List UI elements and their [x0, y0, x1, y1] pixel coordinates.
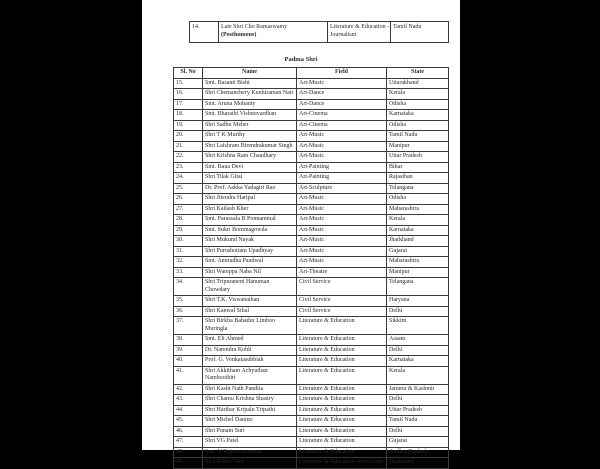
cell-name: Shri Sadhu Meher	[203, 120, 297, 131]
table-row	[174, 296, 449, 307]
cell-name: Shri Chamu Krishna Shastry	[203, 395, 297, 406]
cell-name: Shri Kanwal Sibal	[203, 306, 297, 317]
table-row	[174, 162, 449, 173]
table-row	[174, 317, 449, 335]
cell-name: Shri Tilak Gitai	[203, 173, 297, 184]
document-page	[142, 0, 460, 465]
cell-sl-no: 14.	[190, 22, 219, 43]
cell-state: Sikkim	[387, 317, 449, 335]
cell-name: Shri Tripuraneni Hanuman Chowdary	[203, 278, 297, 296]
table-header-row	[174, 68, 449, 79]
cell-name: Shri T K Murthy	[203, 131, 297, 142]
cell-sl-no: 21.	[174, 141, 203, 152]
cell-state: Maharashtra	[387, 204, 449, 215]
cell-state: Manipur	[387, 141, 449, 152]
cell-sl-no: 16.	[174, 89, 203, 100]
cell-sl-no: 41.	[174, 366, 203, 384]
cell-name: Smt. Anuradha Paudwal	[203, 257, 297, 268]
cell-name: Smt. Eli Ahmed	[203, 335, 297, 346]
cell-sl-no: 33.	[174, 267, 203, 278]
cell-sl-no: 27.	[174, 204, 203, 215]
cell-field: Art-Dance	[297, 89, 387, 100]
cell-sl-no: 42.	[174, 384, 203, 395]
cell-field: Art-Theatre	[297, 267, 387, 278]
cell-state: Jharkhand	[387, 236, 449, 247]
cell-state: Haryana	[387, 296, 449, 307]
cell-name: Smt. Aruna Mohanty	[203, 99, 297, 110]
cell-state: Delhi	[387, 345, 449, 356]
field-line2: Journalism	[330, 31, 357, 38]
cell-state: Uttar Pradesh	[387, 405, 449, 416]
cell-state: Manipur	[387, 267, 449, 278]
cell-field: Literature & Education	[297, 426, 387, 437]
cell-state: Karnataka	[387, 225, 449, 236]
cell-state: Jammu & Kashmir	[387, 384, 449, 395]
cell-state: Gujarat	[387, 246, 449, 257]
cell-field: Art-Dance	[297, 99, 387, 110]
cell-state: Kerala	[387, 89, 449, 100]
cell-state: Karnataka	[387, 110, 449, 121]
cell-sl-no: 17.	[174, 99, 203, 110]
cell-state: Kerala	[387, 366, 449, 384]
table-row	[174, 335, 449, 346]
cell-name: Shri Kailash Kher	[203, 204, 297, 215]
cell-name: Shri Kashi Nath Pandita	[203, 384, 297, 395]
cell-sl-no: 23.	[174, 162, 203, 173]
table-row	[174, 384, 449, 395]
cell-field: Literature & Education	[297, 356, 387, 367]
cell-state: Telangana	[387, 278, 449, 296]
table-row	[174, 246, 449, 257]
cell-name: Dr. Prof. Aekka Yadagiri Rao	[203, 183, 297, 194]
cell-name: Shri Krishna Ram Chaudhary	[203, 152, 297, 163]
cell-state: Odisha	[387, 99, 449, 110]
cell-sl-no: 46.	[174, 426, 203, 437]
cell-sl-no: 22.	[174, 152, 203, 163]
cell-name: Shri Laishram Birendrakumar Singh	[203, 141, 297, 152]
cell-field: Art-Music	[297, 152, 387, 163]
cell-state: Andhra Pradesh	[387, 447, 449, 458]
cell-name: Shri Purushottam Upadhyay	[203, 246, 297, 257]
cell-sl-no: 32.	[174, 257, 203, 268]
cell-field: Art-Music	[297, 236, 387, 247]
cell-field: Art-Painting	[297, 162, 387, 173]
cell-state: Jharkhand	[387, 458, 449, 469]
table-row	[174, 225, 449, 236]
cell-sl-no: 48.	[174, 447, 203, 458]
table-row	[174, 395, 449, 406]
cell-state: Maharashtra	[387, 257, 449, 268]
cell-name: Shri Punam Suri	[203, 426, 297, 437]
cell-name: Shri Balbir Dutt	[203, 458, 297, 469]
cell-sl-no: 20.	[174, 131, 203, 142]
cell-sl-no: 39.	[174, 345, 203, 356]
cell-state: Rajasthan	[387, 173, 449, 184]
cell-field: Art-Music	[297, 257, 387, 268]
table-row	[174, 173, 449, 184]
cell-state: Karnataka	[387, 356, 449, 367]
col-header-sl-no: Sl. No	[174, 68, 203, 79]
table-row	[174, 426, 449, 437]
cell-field: Art-Painting	[297, 173, 387, 184]
cell-name: Prof. G. Venkatasubbiah	[203, 356, 297, 367]
cell-state: Assam	[387, 335, 449, 346]
cell-field: Art-Cinema	[297, 120, 387, 131]
cell-sl-no: 24.	[174, 173, 203, 184]
cell-state: Bihar	[387, 162, 449, 173]
cell-field: Art-Cinema	[297, 110, 387, 121]
cell-field: Art-Music	[297, 225, 387, 236]
table-row	[174, 257, 449, 268]
table-row	[174, 267, 449, 278]
name-line2: (Posthumous)	[221, 31, 257, 38]
cell-state: Uttarakhand	[387, 78, 449, 89]
cell-sl-no: 47.	[174, 437, 203, 448]
cell-sl-no: 31.	[174, 246, 203, 257]
cell-name: Shri VG Patel	[203, 437, 297, 448]
cell-state: Gujarat	[387, 437, 449, 448]
cell-name: Smt. Baua Devi	[203, 162, 297, 173]
table-row	[174, 183, 449, 194]
table-row	[174, 345, 449, 356]
cell-state: Tamil Nadu	[387, 416, 449, 427]
cell-field: Civil Service	[297, 278, 387, 296]
table-row	[174, 437, 449, 448]
cell-name: Shri Harihar Kripalu Tripathi	[203, 405, 297, 416]
table-row	[174, 215, 449, 226]
cell-field: Literature & Education	[297, 447, 387, 458]
cell-state: Odisha	[387, 120, 449, 131]
table-row	[174, 278, 449, 296]
cell-state: Delhi	[387, 395, 449, 406]
cell-field: Art-Music	[297, 246, 387, 257]
cell-sl-no: 15.	[174, 78, 203, 89]
cell-field: Art-Music	[297, 141, 387, 152]
cell-field: Literature & Education	[297, 416, 387, 427]
table-row	[174, 405, 449, 416]
cell-field: Art-Music	[297, 215, 387, 226]
cell-field: Literature & Education-Journalism	[297, 458, 387, 469]
cell-name: Shri Jitendra Haripal	[203, 194, 297, 205]
cell-sl-no: 49.	[174, 458, 203, 469]
cell-field: Art-Music	[297, 78, 387, 89]
table-row	[174, 99, 449, 110]
table-row	[174, 416, 449, 427]
cell-field: Civil Service	[297, 306, 387, 317]
cell-name: Smt. Basanti Bisht	[203, 78, 297, 89]
cell-sl-no: 30.	[174, 236, 203, 247]
cell-field: Art-Music	[297, 131, 387, 142]
cell-field: Literature & Education	[297, 345, 387, 356]
cell-field: Literature & Education	[297, 366, 387, 384]
cell-name: Shri Mukund Nayak	[203, 236, 297, 247]
cell-sl-no: 18.	[174, 110, 203, 121]
cell-name: Dr. Narendra Kohli	[203, 345, 297, 356]
cell-field: Civil Service	[297, 296, 387, 307]
table-row	[190, 22, 449, 43]
table-row	[174, 131, 449, 142]
cell-name: Smt. Bharathi Vishnuvardhan	[203, 110, 297, 121]
table-row	[174, 366, 449, 384]
table-row	[174, 458, 449, 469]
cell-field	[328, 22, 391, 43]
table-row	[174, 447, 449, 458]
cell-name: Shri T.K. Viswanathan	[203, 296, 297, 307]
cell-state: Kerala	[387, 215, 449, 226]
table-row	[174, 110, 449, 121]
cell-sl-no: 45.	[174, 416, 203, 427]
cell-name: Smt. V Koteswaramma	[203, 447, 297, 458]
cell-field: Literature & Education	[297, 384, 387, 395]
cell-sl-no: 43.	[174, 395, 203, 406]
cell-sl-no: 37.	[174, 317, 203, 335]
col-header-field: Field	[297, 68, 387, 79]
cell-state: Telangana	[387, 183, 449, 194]
table-row	[174, 204, 449, 215]
cell-field: Art-Music	[297, 204, 387, 215]
padma-shri-table	[173, 67, 449, 469]
cell-sl-no: 36.	[174, 306, 203, 317]
field-line1: Literature & Education -	[330, 24, 390, 30]
cell-field: Literature & Education	[297, 335, 387, 346]
name-line1: Late Shri Cho Ramaswamy	[221, 24, 288, 30]
table-row	[174, 152, 449, 163]
cell-name	[219, 22, 328, 43]
cell-sl-no: 29.	[174, 225, 203, 236]
cell-name: Smt. Parassala B Ponnammal	[203, 215, 297, 226]
cell-field: Literature & Education	[297, 317, 387, 335]
table-row	[174, 141, 449, 152]
cell-sl-no: 25.	[174, 183, 203, 194]
col-header-state: State	[387, 68, 449, 79]
cell-sl-no: 28.	[174, 215, 203, 226]
table-row	[174, 78, 449, 89]
cell-field: Literature & Education	[297, 395, 387, 406]
cell-state: Uttar Pradesh	[387, 152, 449, 163]
cell-field: Art-Music	[297, 194, 387, 205]
cell-state: Odisha	[387, 194, 449, 205]
cell-field: Literature & Education	[297, 437, 387, 448]
cell-state: Delhi	[387, 306, 449, 317]
cell-sl-no: 38.	[174, 335, 203, 346]
cell-field: Literature & Education	[297, 405, 387, 416]
padma-shri-table-body	[174, 78, 449, 468]
table-row	[174, 306, 449, 317]
cell-sl-no: 40.	[174, 356, 203, 367]
cell-state: Delhi	[387, 426, 449, 437]
cell-sl-no: 44.	[174, 405, 203, 416]
table-row	[174, 236, 449, 247]
table-row	[174, 194, 449, 205]
cell-sl-no: 19.	[174, 120, 203, 131]
cell-field: Art-Sculpture	[297, 183, 387, 194]
cell-sl-no: 35.	[174, 296, 203, 307]
cell-name: Shri Wareppa Naba Nil	[203, 267, 297, 278]
cell-name: Shri Michel Danino	[203, 416, 297, 427]
cell-state: Tamil Nadu	[391, 22, 449, 43]
table-row	[174, 120, 449, 131]
col-header-name: Name	[203, 68, 297, 79]
cell-sl-no: 34.	[174, 278, 203, 296]
cell-state: Tamil Nadu	[387, 131, 449, 142]
table-row	[174, 89, 449, 100]
cell-name: Smt. Sukri Bommagowda	[203, 225, 297, 236]
section-heading: Padma Shri	[284, 56, 318, 63]
cell-name: Shri Chemanchery Kunhiraman Nair	[203, 89, 297, 100]
cell-name: Shri Akkitham Achyuthan Namboothiri	[203, 366, 297, 384]
cell-name: Shri Birkha Bahadur Limboo Muringla	[203, 317, 297, 335]
previous-section-table	[189, 21, 449, 43]
table-row	[174, 356, 449, 367]
cell-sl-no: 26.	[174, 194, 203, 205]
